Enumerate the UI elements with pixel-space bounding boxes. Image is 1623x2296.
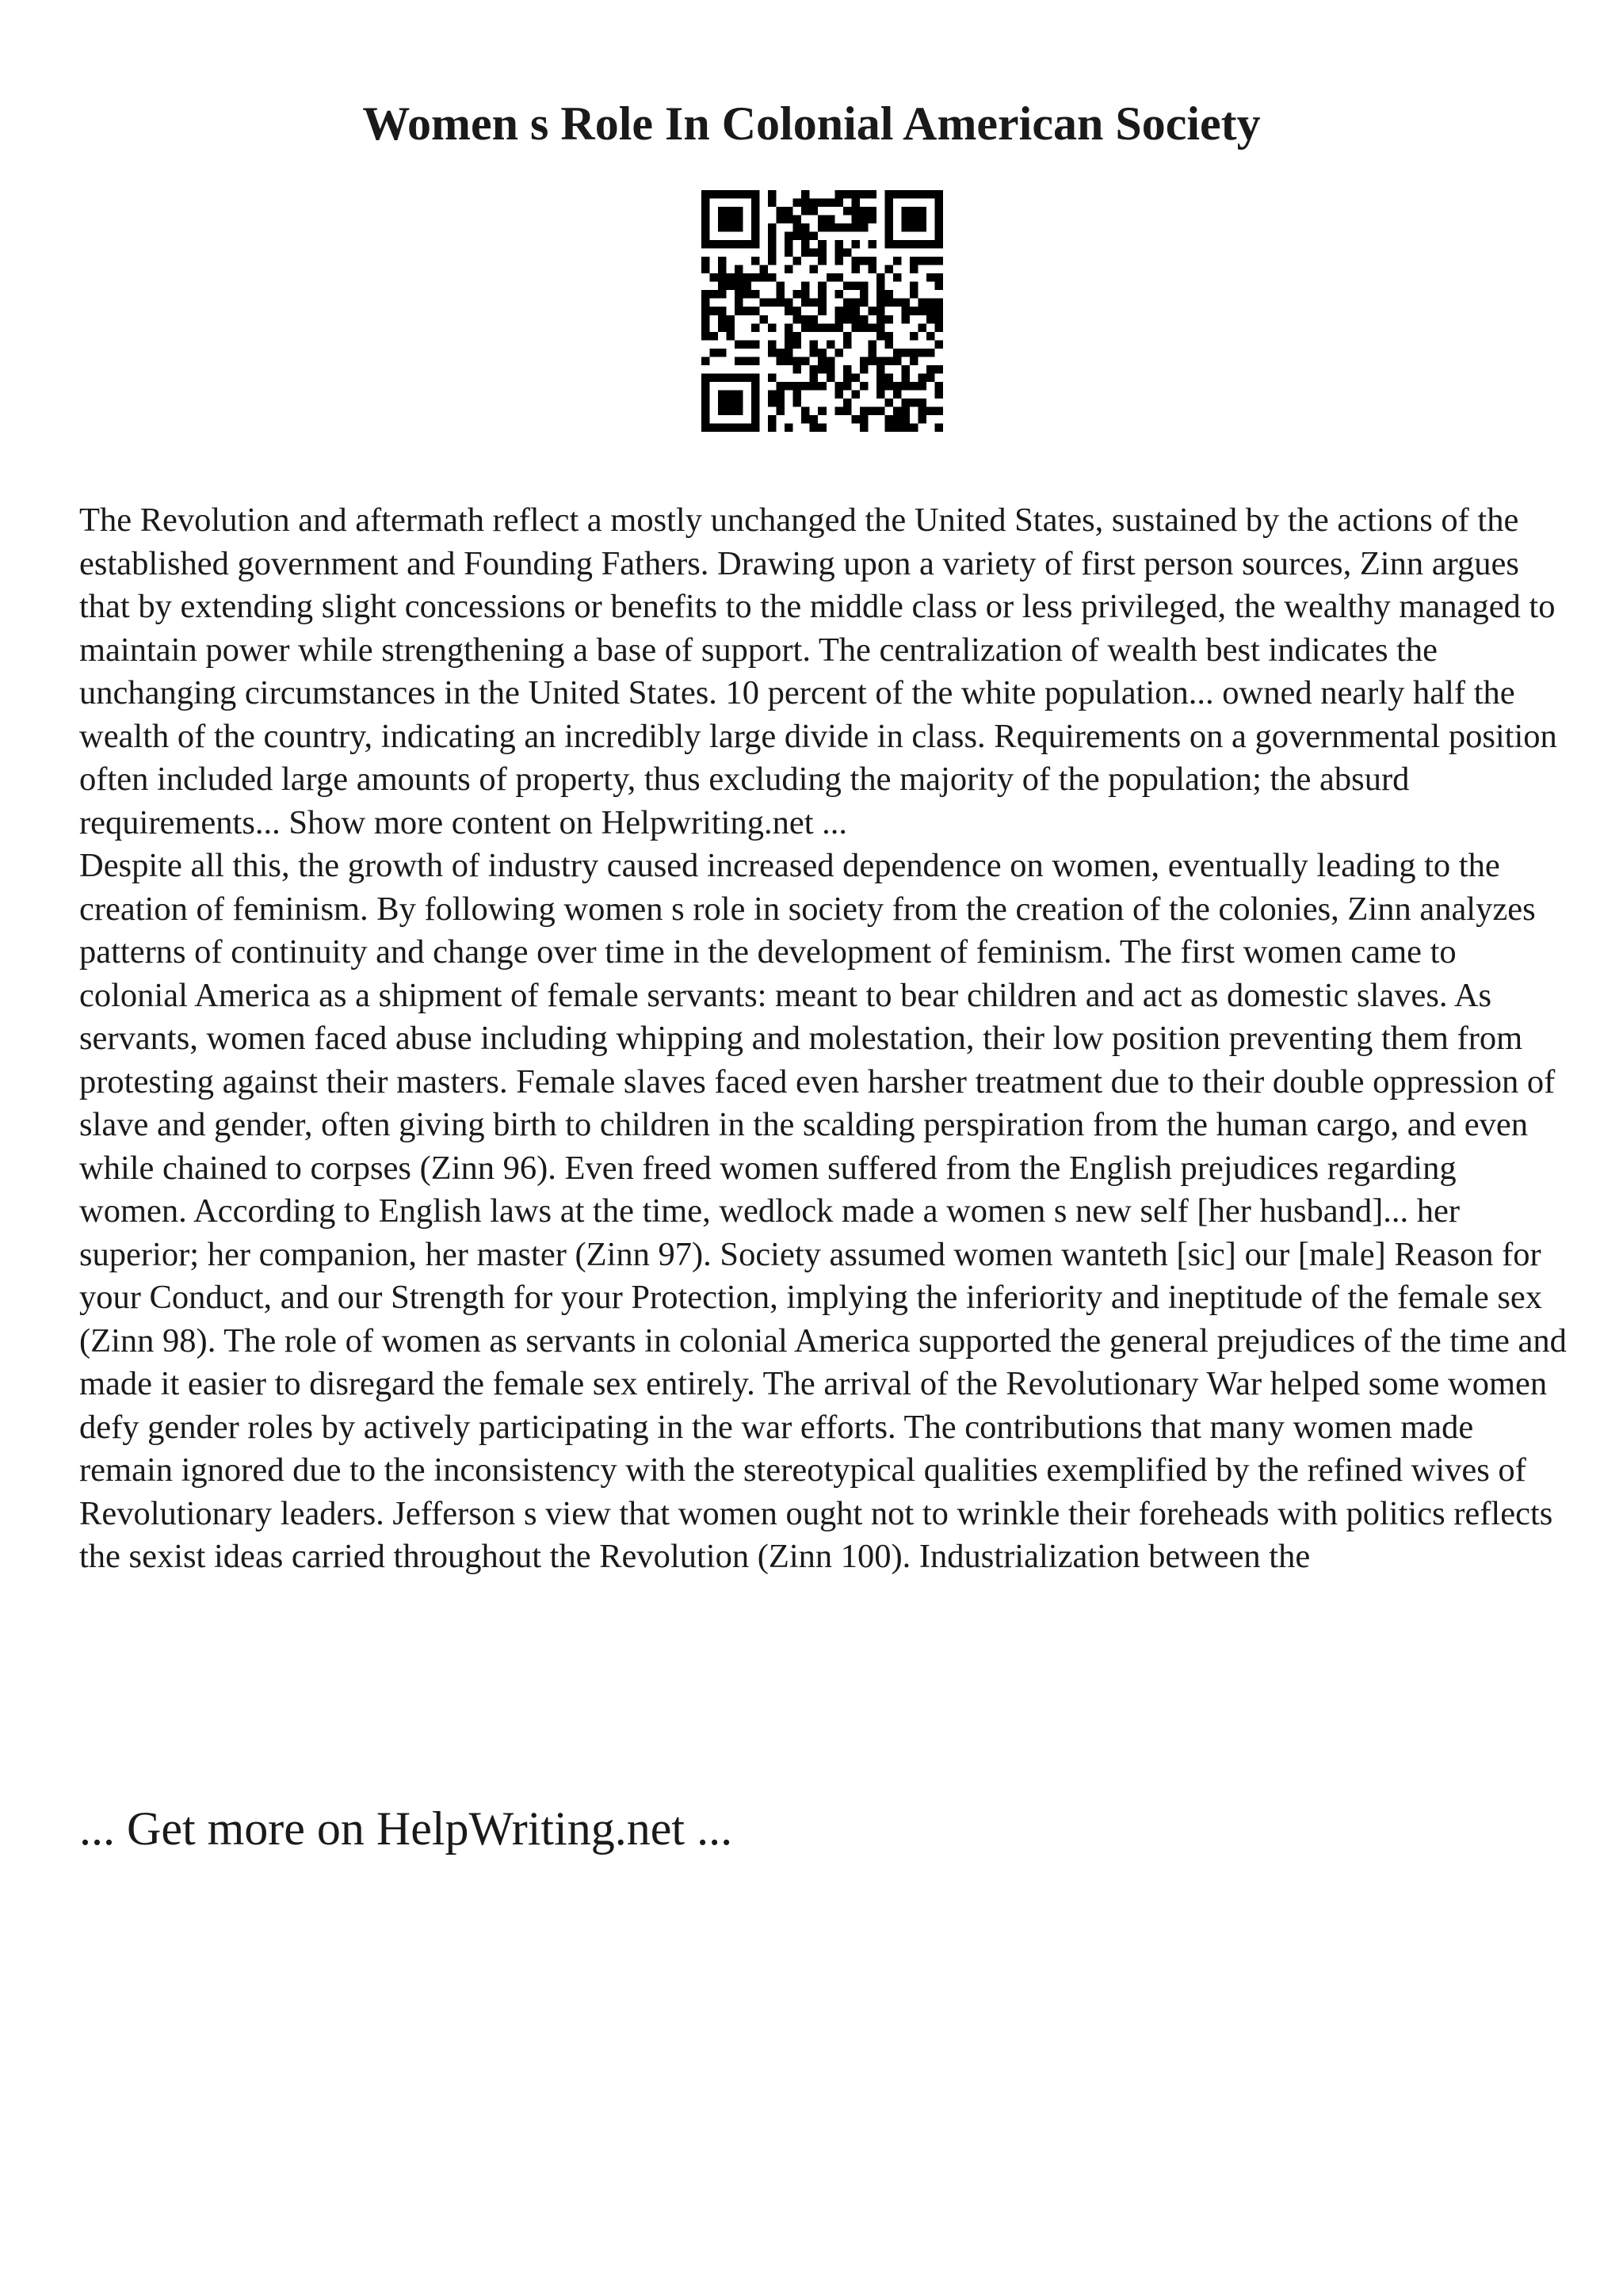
qr-code-icon — [701, 190, 943, 432]
body-text — [79, 499, 1569, 1579]
document-title: Women s Role In Colonial American Society — [362, 97, 1261, 150]
paragraph-2: Despite all this, the growth of industry caused increased dependence on women, eventually leading to the creation of feminism. By following women s role in society from the creation of the colonies, Zinn analyzes patterns of continuity and change over time in the development of feminism. The first women came to colonial America as a shipment of female servants: meant to bear children and act as domestic slaves. As servants, women faced abuse including whipping and molestation, their low position preventing them from protesting against their masters. Female slaves faced even harsher treatment due to their double oppression of slave and gender, often giving birth to children in the scalding perspiration from the human cargo, and even while chained to corpses (Zinn 96). Even freed women suffered from the English prejudices regarding women. According to English laws at the time, wedlock made a women s new self [her husband]... her superior; her companion, her master (Zinn 97). Society assumed women wanteth [sic] our [male] Reason for your Conduct, and our Strength for your Protection, implying the inferiority and ineptitude of the female sex (Zinn 98). The role of women as servants in colonial America supported the general prejudices of the time and made it easier to disregard the female sex entirely. The arrival of the Revolutionary War helped some women defy gender roles by actively participating in the war efforts. The contributions that many women made remain ignored due to the inconsistency with the stereotypical qualities exemplified by the refined wives of Revolutionary leaders. Jefferson s view that women ought not to wrinkle their foreheads with politics reflects the sexist ideas carried throughout the Revolution (Zinn 100). Industrialization between the — [79, 847, 1567, 1575]
get-more-link[interactable]: ... Get more on HelpWriting.net ... — [79, 1802, 733, 1855]
paragraph-1: The Revolution and aftermath reflect a mostly unchanged the United States, sustained by the actions of the established government and Founding Fathers. Drawing upon a variety of first person sources, Zinn argues that by extending slight concessions or benefits to the middle class or less privileged, the wealthy managed to maintain power while strengthening a base of support. The centralization of wealth best indicates the unchanging circumstances in the United States. 10 percent of the white population... owned nearly half the wealth of the country, indicating an incredibly large divide in class. Requirements on a governmental position often included large amounts of property, thus excluding the majority of the population; the absurd requirements... Show more content on Helpwriting.net ... — [79, 502, 1557, 841]
